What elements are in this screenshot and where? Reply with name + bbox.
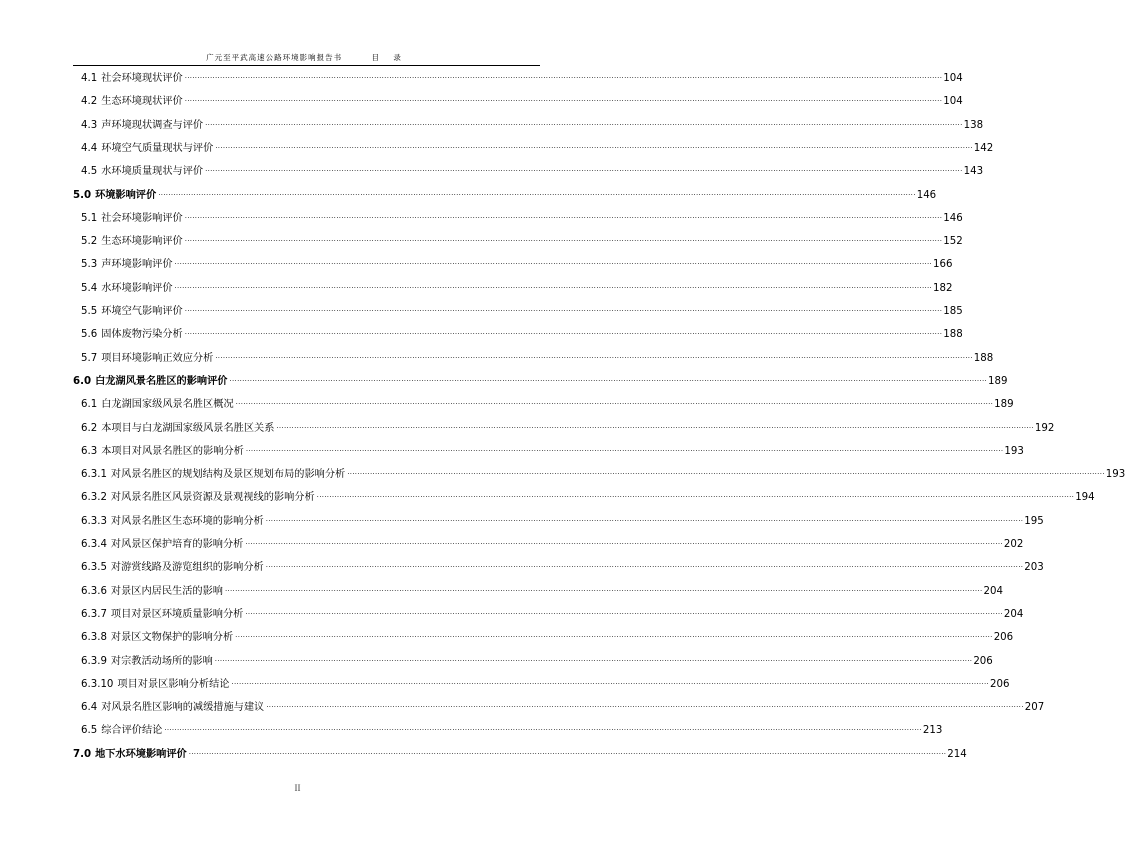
toc-entry[interactable] — [81, 677, 1010, 691]
toc-entry-title: 地下水环境影响评价 — [95, 748, 187, 760]
toc-entry-page: 204 — [983, 585, 1003, 597]
toc-entry-number: 6.1 — [81, 399, 98, 411]
toc-dot-leader: ............................................................................................................................................................................................................................................................................................................ — [184, 235, 943, 244]
toc-entry-label — [81, 631, 233, 644]
toc-entry-title: 水环境质量现状与评价 — [101, 166, 204, 178]
toc-entry-label — [81, 282, 173, 295]
toc-entry-number: 7.0 — [73, 748, 92, 760]
toc-entry-page: 214 — [947, 748, 967, 760]
toc-entry-title: 声环境现状调查与评价 — [101, 119, 204, 131]
toc-dot-leader: ............................................................................................................................................................................................................................................................................................................ — [184, 305, 943, 313]
header-divider — [73, 65, 540, 66]
toc-entry-title: 白龙湖风景名胜区的影响评价 — [95, 375, 228, 387]
toc-dot-leader: ............................................................................................................................................................................................................................................................................................................ — [164, 724, 922, 733]
toc-entry-title: 水环境影响评价 — [101, 282, 173, 294]
toc-entry[interactable] — [81, 514, 1044, 528]
toc-entry-label — [81, 422, 274, 435]
toc-entry-page: 206 — [993, 632, 1014, 644]
toc-entry-number: 6.3.2 — [81, 492, 107, 504]
toc-dot-leader: ............................................................................................................................................................................................................................................................................................................ — [316, 491, 1075, 500]
toc-entry-number: 6.3.6 — [81, 585, 107, 597]
toc-entry[interactable] — [81, 584, 1003, 598]
toc-dot-leader: ............................................................................................................................................................................................................................................................................................................ — [184, 72, 943, 80]
toc-entry-label — [81, 165, 203, 178]
toc-entry-number: 6.5 — [81, 725, 98, 737]
toc-entry-title: 对风景名胜区影响的减缓措施与建议 — [101, 702, 265, 714]
toc-entry-number: 6.3.8 — [81, 632, 107, 644]
toc-entry-label — [81, 212, 183, 225]
toc-entry-page: 192 — [1034, 422, 1055, 434]
toc-dot-leader: ............................................................................................................................................................................................................................................................................................................ — [215, 351, 973, 360]
toc-entry-page: 188 — [943, 329, 963, 341]
toc-entry-page: 152 — [943, 236, 963, 248]
toc-dot-leader: ............................................................................................................................................................................................................................................................................................................ — [235, 398, 994, 407]
toc-entry[interactable] — [81, 537, 1024, 551]
toc-entry[interactable] — [81, 421, 1055, 435]
toc-entry[interactable] — [81, 607, 1024, 621]
toc-entry-label — [81, 655, 213, 668]
toc-entry-page: 189 — [994, 399, 1014, 411]
toc-entry-title: 对风景区保护培育的影响分析 — [110, 539, 244, 550]
toc-entry-number: 6.3.3 — [81, 515, 107, 527]
page-number: II — [294, 783, 301, 793]
toc-entry-title: 本项目与白龙湖国家级风景名胜区关系 — [101, 422, 275, 434]
toc-entry-title: 对宗教活动场所的影响 — [110, 655, 213, 667]
toc-entry-number: 5.5 — [81, 306, 98, 317]
toc-entry-title: 项目对景区影响分析结论 — [117, 678, 230, 690]
toc-entry-number: 5.6 — [81, 329, 98, 341]
toc-entry[interactable] — [81, 234, 963, 248]
toc-entry-page: 104 — [943, 96, 963, 108]
toc-entry-page: 166 — [933, 259, 953, 271]
toc-entry-number: 5.1 — [81, 212, 98, 224]
toc-dot-leader: ............................................................................................................................................................................................................................................................................................................ — [245, 444, 1004, 453]
toc-entry-label — [81, 352, 213, 365]
toc-dot-leader: ............................................................................................................................................................................................................................................................................................................ — [184, 95, 943, 104]
toc-entry-label — [81, 258, 173, 271]
toc-dot-leader: ............................................................................................................................................................................................................................................................................................................ — [174, 258, 933, 267]
toc-dot-leader: ............................................................................................................................................................................................................................................................................................................ — [276, 421, 1034, 430]
toc-dot-leader: ............................................................................................................................................................................................................................................................................................................ — [215, 141, 973, 150]
toc-entry-label — [73, 748, 187, 761]
toc-dot-leader: ............................................................................................................................................................................................................................................................................................................ — [184, 211, 943, 220]
toc-entry-label — [81, 235, 183, 248]
toc-entry-label — [81, 398, 234, 411]
toc-entry-label — [81, 305, 183, 318]
toc-entry-number: 4.1 — [81, 73, 98, 84]
toc-entry-label — [81, 95, 183, 108]
toc-entry-title: 固体废物污染分析 — [101, 329, 183, 341]
section-label: 目 录 — [371, 53, 407, 62]
toc-entry-label — [81, 515, 264, 528]
toc-entry-title: 综合评价结论 — [101, 725, 163, 737]
toc-entry[interactable] — [81, 397, 1014, 411]
toc-entry-page: 146 — [916, 189, 937, 201]
toc-entry-page: 202 — [1003, 539, 1024, 550]
toc-entry-number: 6.3.4 — [81, 539, 107, 550]
toc-dot-leader: ............................................................................................................................................................................................................................................................................................................ — [205, 118, 963, 127]
toc-entry-label — [81, 119, 203, 132]
toc-entry-number: 6.0 — [73, 375, 92, 387]
toc-dot-leader: ............................................................................................................................................................................................................................................................................................................ — [235, 631, 993, 640]
toc-entry[interactable] — [73, 747, 967, 761]
toc-entry[interactable] — [81, 118, 984, 132]
toc-dot-leader: ............................................................................................................................................................................................................................................................................................................ — [231, 677, 989, 686]
toc-entry-number: 6.3.5 — [81, 562, 107, 574]
toc-entry[interactable] — [81, 351, 994, 365]
toc-dot-leader: ............................................................................................................................................................................................................................................................................................................ — [158, 188, 916, 197]
toc-dot-leader: ............................................................................................................................................................................................................................................................................................................ — [265, 561, 1024, 570]
toc-dot-leader: ............................................................................................................................................................................................................................................................................................................ — [174, 281, 933, 290]
toc-dot-leader: ............................................................................................................................................................................................................................................................................................................ — [266, 701, 1024, 710]
toc-entry-page: 142 — [973, 142, 994, 154]
toc-entry-page: 188 — [973, 352, 994, 364]
toc-entry-number: 5.2 — [81, 236, 98, 248]
toc-entry-page: 104 — [943, 73, 963, 84]
toc-entry[interactable] — [81, 141, 994, 155]
toc-dot-leader: ............................................................................................................................................................................................................................................................................................................ — [224, 584, 983, 593]
toc-entry-title: 社会环境现状评价 — [101, 73, 183, 84]
toc-entry-title: 对风景名胜区风景资源及景观视线的影响分析 — [110, 492, 315, 504]
toc-entry-title: 项目环境影响正效应分析 — [101, 352, 214, 364]
toc-entry-title: 对景区文物保护的影响分析 — [110, 632, 234, 644]
toc-entry-number: 4.3 — [81, 119, 98, 131]
toc-dot-leader: ............................................................................................................................................................................................................................................................................................................ — [188, 747, 947, 756]
toc-entry-number: 6.3.1 — [81, 469, 107, 481]
toc-entry[interactable] — [81, 560, 1044, 574]
toc-entry[interactable] — [81, 630, 1014, 644]
toc-entry-number: 6.2 — [81, 422, 98, 434]
toc-entry[interactable] — [81, 327, 963, 341]
toc-entry-number: 6.4 — [81, 702, 98, 714]
toc-entry-label — [81, 468, 345, 481]
toc-entry-number: 5.0 — [73, 189, 92, 201]
toc-entry-title: 本项目对风景名胜区的影响分析 — [101, 445, 244, 457]
toc-dot-leader: ............................................................................................................................................................................................................................................................................................................ — [214, 654, 973, 663]
toc-entry-label — [81, 678, 229, 691]
toc-entry-page: 195 — [1024, 515, 1044, 527]
toc-dot-leader: ............................................................................................................................................................................................................................................................................................................ — [245, 538, 1003, 546]
toc-dot-leader: ............................................................................................................................................................................................................................................................................................................ — [229, 374, 988, 383]
toc-entry-page: 143 — [963, 166, 984, 178]
toc-entry-title: 项目对景区环境质量影响分析 — [110, 608, 244, 620]
toc-entry-title: 对景区内居民生活的影响 — [110, 585, 223, 597]
toc-entry[interactable] — [81, 700, 1045, 714]
document-title: 广元至平武高速公路环境影响报告书 — [206, 53, 343, 62]
toc-entry-label — [81, 701, 264, 714]
toc-entry-title: 生态环境影响评价 — [101, 236, 183, 248]
toc-dot-leader: ............................................................................................................................................................................................................................................................................................................ — [245, 607, 1003, 616]
toc-entry-page: 204 — [1003, 608, 1024, 620]
toc-entry-number: 5.4 — [81, 282, 98, 294]
toc-entry-title: 环境空气质量现状与评价 — [101, 142, 214, 154]
toc-entry-label — [81, 142, 213, 155]
toc-entry[interactable] — [81, 654, 993, 668]
toc-entry[interactable] — [81, 490, 1095, 504]
toc-entry-title: 社会环境影响评价 — [101, 212, 183, 224]
toc-entry-label — [81, 491, 315, 504]
toc-dot-leader: ............................................................................................................................................................................................................................................................................................................ — [347, 468, 1105, 477]
toc-entry-page: 193 — [1105, 469, 1125, 481]
toc-entry-title: 生态环境现状评价 — [101, 96, 183, 108]
toc-entry-page: 206 — [990, 678, 1010, 690]
toc-entry-number: 6.3.10 — [81, 678, 114, 690]
toc-entry-label — [73, 189, 156, 202]
toc-entry-page: 193 — [1004, 445, 1024, 457]
toc-entry-label — [73, 375, 228, 388]
toc-entry-number: 6.3 — [81, 445, 98, 457]
toc-entry-number: 4.4 — [81, 142, 98, 154]
toc-entry-label — [81, 608, 243, 621]
toc-entry-number: 6.3.7 — [81, 608, 107, 620]
toc-entry-title: 对游赏线路及游览组织的影响分析 — [110, 562, 264, 574]
toc-entry-number: 4.5 — [81, 166, 98, 178]
toc-entry-title: 声环境影响评价 — [101, 259, 173, 271]
toc-entry[interactable] — [81, 304, 963, 318]
toc-entry-label — [81, 328, 183, 341]
toc-entry-label — [81, 724, 162, 737]
toc-entry-number: 5.7 — [81, 352, 98, 364]
toc-entry-page: 182 — [933, 282, 953, 294]
toc-entry-title: 环境影响评价 — [95, 189, 157, 201]
toc-entry-number: 5.3 — [81, 259, 98, 271]
toc-entry-page: 146 — [943, 212, 963, 224]
toc-entry-label — [81, 445, 244, 458]
toc-entry[interactable] — [81, 444, 1024, 458]
page-header — [73, 52, 540, 64]
toc-entry-page: 206 — [973, 655, 993, 667]
toc-entry[interactable] — [81, 211, 963, 225]
toc-entry-label — [81, 538, 243, 551]
toc-entry[interactable] — [81, 723, 943, 737]
toc-dot-leader: ............................................................................................................................................................................................................................................................................................................ — [205, 165, 963, 174]
toc-entry-title: 环境空气影响评价 — [101, 306, 183, 317]
toc-entry[interactable] — [81, 164, 984, 178]
toc-entry-page: 207 — [1024, 702, 1045, 714]
toc-entry[interactable] — [81, 467, 1125, 481]
toc-entry[interactable] — [73, 188, 937, 202]
toc-entry-page: 189 — [988, 375, 1008, 387]
toc-entry-label — [81, 561, 264, 574]
toc-entry[interactable] — [81, 94, 963, 108]
toc-dot-leader: ............................................................................................................................................................................................................................................................................................................ — [184, 328, 943, 337]
toc-entry[interactable] — [81, 257, 953, 271]
toc-entry-page: 138 — [963, 119, 984, 131]
toc-entry[interactable] — [81, 281, 953, 295]
toc-entry-page: 194 — [1075, 492, 1095, 504]
toc-entry-label — [81, 72, 183, 85]
toc-entry-label — [81, 585, 223, 598]
toc-entry-page: 203 — [1024, 562, 1044, 574]
toc-entry-title: 对风景名胜区的规划结构及景区规划布局的影响分析 — [110, 469, 346, 481]
toc-entry-page: 185 — [943, 306, 963, 317]
toc-entry-title: 白龙湖国家级风景名胜区概况 — [101, 399, 234, 411]
toc-entry-number: 4.2 — [81, 96, 98, 108]
toc-dot-leader: ............................................................................................................................................................................................................................................................................................................ — [265, 514, 1024, 523]
toc-entry-title: 对风景名胜区生态环境的影响分析 — [110, 515, 264, 527]
toc-entry-page: 213 — [922, 725, 943, 737]
toc-entry[interactable] — [73, 374, 1008, 388]
toc-entry[interactable] — [81, 71, 963, 85]
toc-entry-number: 6.3.9 — [81, 655, 107, 667]
